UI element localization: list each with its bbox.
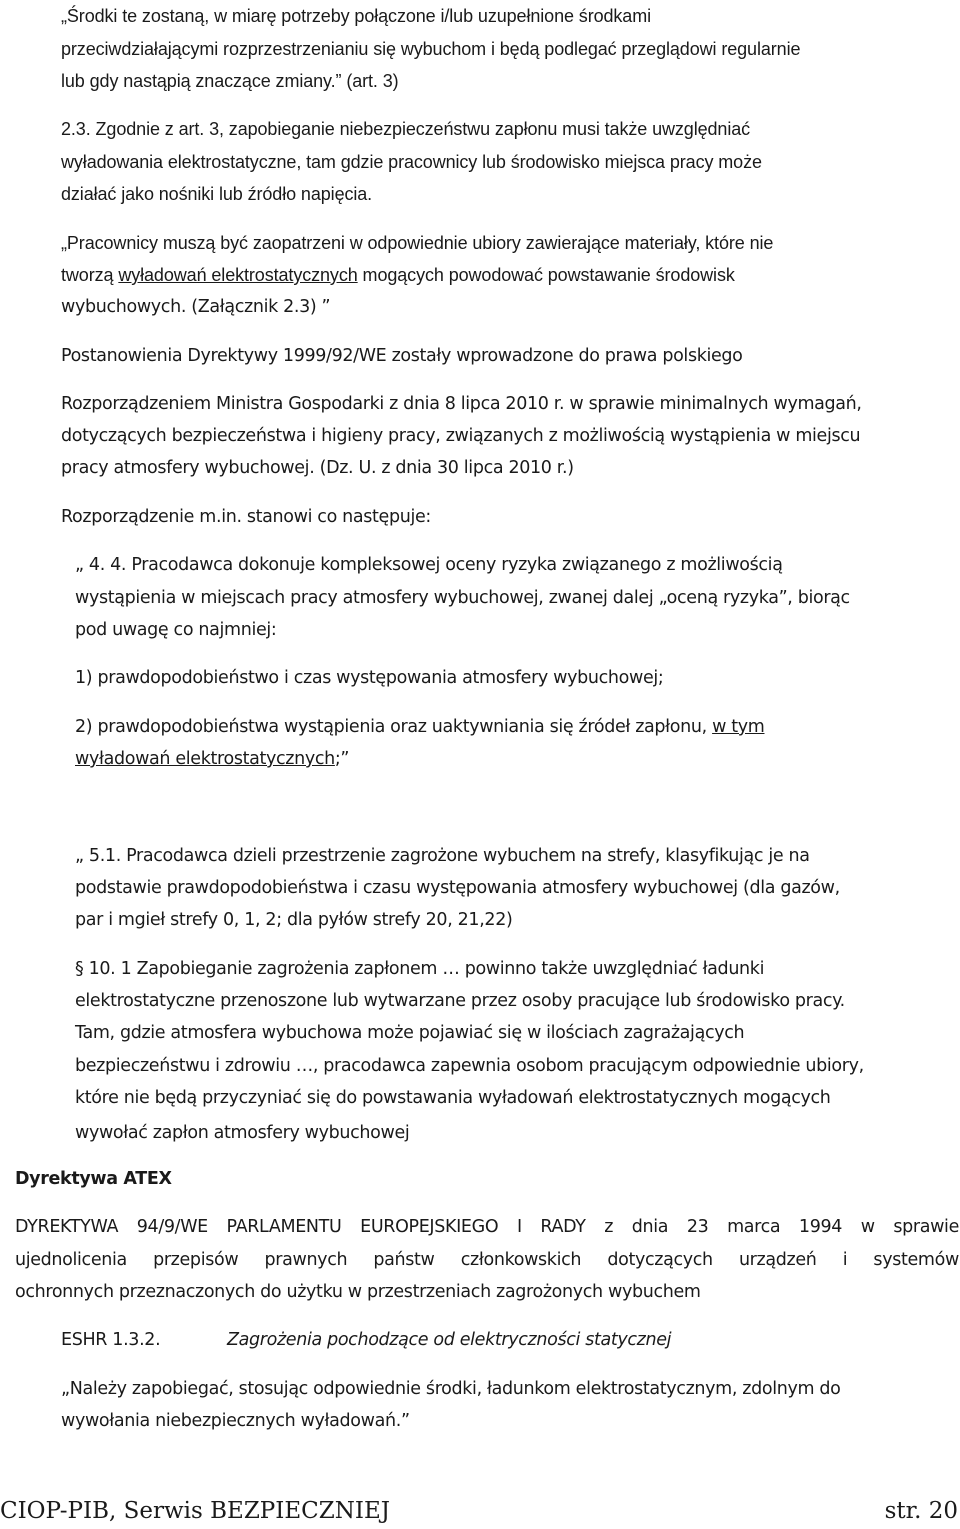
- word: prawnych: [264, 1250, 348, 1270]
- text-line: pracy atmosfery wybuchowej. (Dz. U. z dnia 30 lipca 2010 r.): [61, 458, 574, 478]
- text-fragment: tworzą: [61, 265, 119, 285]
- text-line-justified: [15, 1215, 959, 1239]
- word: systemów: [873, 1250, 959, 1270]
- word: RADY: [540, 1217, 586, 1237]
- text-fragment: mogących powodować powstawanie środowisk: [357, 265, 735, 285]
- text-line: „Pracownicy muszą być zaopatrzeni w odpowiednie ubiory zawierające materiały, które nie: [61, 233, 774, 253]
- text-line: [75, 715, 764, 739]
- word: dnia: [631, 1217, 669, 1237]
- text-line: „ 5.1. Pracodawca dzieli przestrzenie zagrożone wybuchem na strefy, klasyfikując je na: [75, 846, 810, 866]
- word: członkowskich: [460, 1250, 582, 1270]
- text-line: bezpieczeństwu i zdrowiu …, pracodawca zapewnia osobom pracującym odpowiednie ubiory,: [75, 1056, 864, 1076]
- word: I: [516, 1217, 522, 1237]
- text-line: pod uwagę co najmniej:: [75, 620, 277, 640]
- text-line: przeciwdziałającymi rozprzestrzenianiu się wybuchom i będą podlegać przeglądowi regularnie: [61, 39, 801, 59]
- word: sprawie: [893, 1217, 959, 1237]
- text-line: Postanowienia Dyrektywy 1999/92/WE zostały wprowadzone do prawa polskiego: [61, 346, 743, 366]
- text-line: lub gdy nastąpią znaczące zmiany.” (art. 3): [61, 71, 399, 91]
- word: DYREKTYWA: [15, 1217, 119, 1237]
- footer-left: CIOP-PIB, Serwis BEZPIECZNIEJ: [0, 1498, 390, 1524]
- text-line: wyładowania elektrostatyczne, tam gdzie pracownicy lub środowisko miejsca pracy może: [61, 152, 762, 172]
- text-line: elektrostatyczne przenoszone lub wytwarzane przez osoby pracujące lub środowisko pracy.: [75, 991, 845, 1011]
- underlined-text: w tym: [712, 717, 765, 737]
- text-line: par i mgieł strefy 0, 1, 2; dla pyłów strefy 20, 21,22): [75, 910, 513, 930]
- word: dotyczących: [607, 1250, 713, 1270]
- section-code: ESHR 1.3.2.: [61, 1330, 161, 1350]
- word: i: [842, 1250, 848, 1270]
- text-line: „Należy zapobiegać, stosując odpowiednie środki, ładunkom elektrostatycznym, zdolnym do: [61, 1379, 841, 1399]
- text-fragment: 2) prawdopodobieństwa wystąpienia oraz uaktywniania się źródeł zapłonu,: [75, 717, 713, 737]
- text-line: 1) prawdopodobieństwo i czas występowania atmosfery wybuchowej;: [75, 668, 664, 688]
- section-title: Zagrożenia pochodzące od elektryczności statycznej: [227, 1330, 672, 1350]
- text-line: podstawie prawdopodobieństwa i czasu występowania atmosfery wybuchowej (dla gazów,: [75, 878, 840, 898]
- text-line: wywołania niebezpiecznych wyładowań.”: [61, 1411, 410, 1431]
- word: 94/9/WE: [136, 1217, 208, 1237]
- text-line: Tam, gdzie atmosfera wybuchowa może pojawiać się w ilościach zagrażających: [75, 1023, 745, 1043]
- text-line: które nie będą przyczyniać się do powstawania wyładowań elektrostatycznych mogących: [75, 1088, 831, 1108]
- word: PARLAMENTU: [226, 1217, 342, 1237]
- text-line: 2.3. Zgodnie z art. 3, zapobieganie niebezpieczeństwu zapłonu musi także uwzględniać: [61, 119, 751, 139]
- text-line: działać jako nośniki lub źródło napięcia.: [61, 184, 373, 204]
- word: urządzeń: [738, 1250, 817, 1270]
- section-heading: Dyrektywa ATEX: [15, 1169, 172, 1189]
- text-line: [75, 747, 349, 771]
- word: 1994: [798, 1217, 843, 1237]
- word: ujednolicenia: [15, 1250, 127, 1270]
- text-line: „ 4. 4. Pracodawca dokonuje kompleksowej oceny ryzyka związanego z możliwością: [75, 555, 783, 575]
- word: z: [604, 1217, 614, 1237]
- text-line-justified: [15, 1248, 959, 1272]
- text-line: „Środki te zostaną, w miarę potrzeby połączone i/lub uzupełnione środkami: [61, 6, 652, 26]
- text-line: ochronnych przeznaczonych do użytku w przestrzeniach zagrożonych wybuchem: [15, 1282, 701, 1302]
- underlined-text: wyładowań elektrostatycznych: [75, 749, 335, 769]
- word: w: [860, 1217, 875, 1237]
- text-line: [61, 263, 735, 287]
- text-fragment: ;”: [334, 749, 350, 769]
- text-line: wywołać zapłon atmosfery wybuchowej: [75, 1123, 410, 1143]
- text-line: wybuchowych. (Załącznik 2.3) ”: [61, 297, 331, 317]
- word: marca: [727, 1217, 781, 1237]
- text-line: § 10. 1 Zapobieganie zagrożenia zapłonem … powinno także uwzględniać ładunki: [75, 959, 765, 979]
- text-line: dotyczących bezpieczeństwa i higieny pracy, związanych z możliwością wystąpienia w miejscu: [61, 426, 861, 446]
- page-number: str. 20: [884, 1498, 958, 1524]
- word: przepisów: [153, 1250, 239, 1270]
- underlined-text: wyładowań elektrostatycznych: [118, 265, 358, 285]
- word: EUROPEJSKIEGO: [360, 1217, 499, 1237]
- text-line: Rozporządzenie m.in. stanowi co następuje:: [61, 507, 431, 527]
- word: 23: [686, 1217, 709, 1237]
- text-line: wystąpienia w miejscach pracy atmosfery wybuchowej, zwanej dalej „oceną ryzyka”, biorąc: [75, 588, 850, 608]
- text-line: Rozporządzeniem Ministra Gospodarki z dnia 8 lipca 2010 r. w sprawie minimalnych wymagań,: [61, 394, 862, 414]
- word: państw: [373, 1250, 435, 1270]
